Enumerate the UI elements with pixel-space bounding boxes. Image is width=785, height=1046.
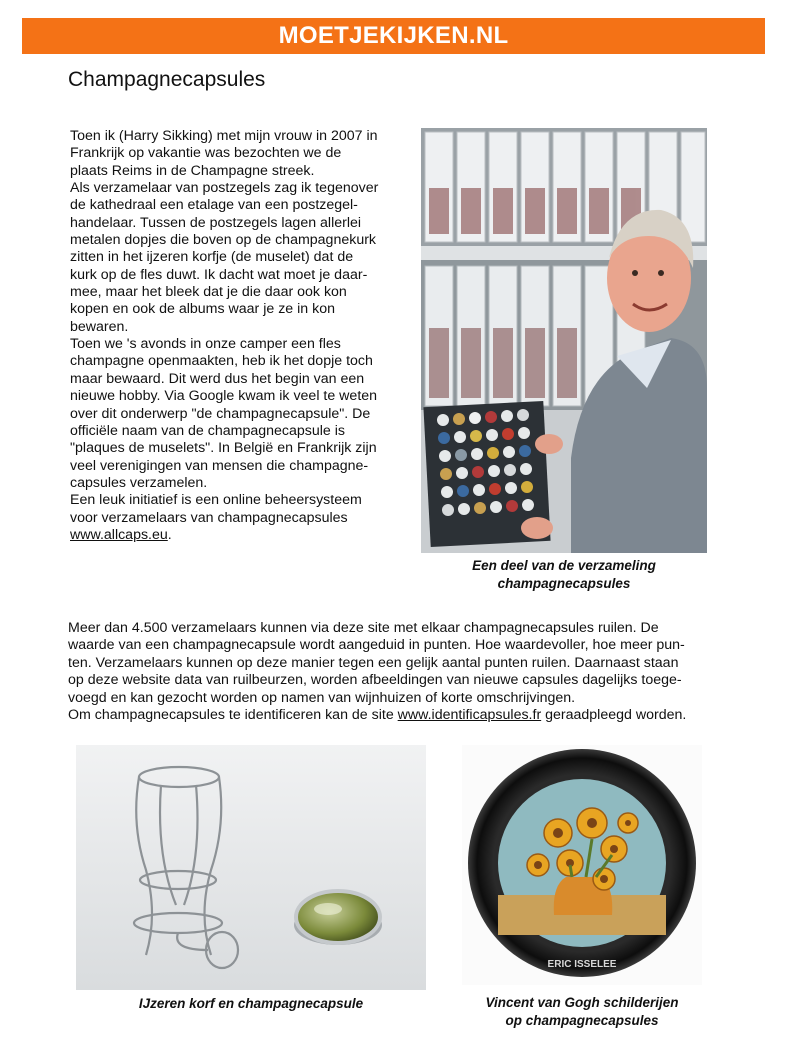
intro-line: maar bewaard. Dit werd dus het begin van een bbox=[70, 370, 365, 387]
body-line: voegd en kan gezocht worden op namen van wijnhuizen of korte omschrijvingen. bbox=[68, 689, 576, 706]
intro-line: bewaren. bbox=[70, 318, 129, 335]
intro-line: officiële naam van de champagnecapsule is bbox=[70, 422, 345, 439]
caption-line: op champagnecapsules bbox=[505, 1013, 659, 1028]
intro-line: "plaques de muselets". In België en Frankrijk zijn bbox=[70, 440, 377, 457]
intro-line: Toen we 's avonds in onze camper een fles bbox=[70, 336, 341, 353]
intro-line: capsules verzamelen. bbox=[70, 474, 208, 491]
collection-caption bbox=[426, 557, 702, 593]
intro-link-suffix: . bbox=[167, 526, 172, 543]
intro-line: veel verenigingen van mensen die champagne- bbox=[70, 457, 369, 474]
intro-line: metalen dopjes die boven op de champagnekurk bbox=[70, 232, 377, 249]
muselet-caption: IJzeren korf en champagnecapsule bbox=[138, 996, 364, 1011]
intro-line: voor verzamelaars van champagnecapsules bbox=[70, 509, 348, 526]
collector-photo bbox=[421, 128, 707, 553]
intro-line: plaats Reims in de Champagne streek. bbox=[70, 162, 315, 179]
intro-line: kurk op de fles duwt. Ik dacht wat moet je daar- bbox=[70, 266, 368, 283]
intro-line: kopen en ook de albums waar je ze in kon bbox=[70, 301, 335, 318]
intro-line: over dit onderwerp "de champagnecapsule". De bbox=[70, 405, 371, 422]
caption-line: Een deel van de verzameling bbox=[472, 558, 656, 573]
intro-text bbox=[70, 128, 415, 544]
body-line: Meer dan 4.500 verzamelaars kunnen via deze site met elkaar champagnecapsules ruilen. De bbox=[68, 620, 659, 636]
site-banner[interactable]: MOETJEKIJKEN.NL bbox=[22, 18, 765, 54]
capsule-ring-text: ERIC ISSELEE bbox=[547, 959, 617, 970]
body-link-line bbox=[68, 707, 728, 724]
muselet-photo bbox=[76, 745, 426, 990]
intro-link-line bbox=[70, 527, 415, 544]
intro-line: Als verzamelaar van postzegels zag ik tegenover bbox=[70, 180, 379, 197]
intro-line: zitten in het ijzeren korfje (de muselet) dat de bbox=[70, 249, 354, 266]
allcaps-link[interactable]: www.allcaps.eu bbox=[70, 526, 168, 543]
body-link-suffix: geraadpleegd worden. bbox=[541, 707, 687, 724]
body-link-prefix: Om champagnecapsules te identificeren kan de site bbox=[68, 707, 398, 724]
van-gogh-caption bbox=[440, 994, 724, 1030]
intro-line: champagne openmaakten, heb ik het dopje toch bbox=[70, 353, 373, 370]
identificapsules-link[interactable]: www.identificapsules.fr bbox=[397, 707, 542, 724]
caption-line: Vincent van Gogh schilderijen bbox=[485, 995, 679, 1010]
caption-line: champagnecapsules bbox=[497, 576, 631, 591]
van-gogh-capsule-photo bbox=[462, 745, 702, 985]
page-title: Champagnecapsules bbox=[68, 68, 266, 91]
intro-line: Frankrijk op vakantie was bezochten we de bbox=[70, 145, 342, 162]
intro-line: mee, maar het bleek dat je die daar ook kon bbox=[70, 284, 347, 301]
body-line: op deze website data van ruilbeurzen, worden afbeeldingen van nieuwe capsules dagelijks toege- bbox=[68, 672, 682, 689]
intro-line: nieuwe hobby. Via Google kwam ik veel te weten bbox=[70, 388, 378, 405]
intro-line: Toen ik (Harry Sikking) met mijn vrouw in 2007 in bbox=[70, 128, 378, 144]
body-line: ten. Verzamelaars kunnen op deze manier tegen een gelijk aantal punten ruilen. Daarnaast staan bbox=[68, 654, 679, 671]
intro-line: Een leuk initiatief is een online beheersysteem bbox=[70, 492, 362, 509]
body-text bbox=[68, 620, 728, 724]
intro-line: de kathedraal een etalage van een postzegel- bbox=[70, 197, 358, 214]
intro-line: handelaar. Tussen de postzegels lagen allerlei bbox=[70, 214, 362, 231]
body-line: waarde van een champagnecapsule wordt aangeduid in punten. Hoe waardevoller, hoe meer pun- bbox=[68, 637, 685, 654]
